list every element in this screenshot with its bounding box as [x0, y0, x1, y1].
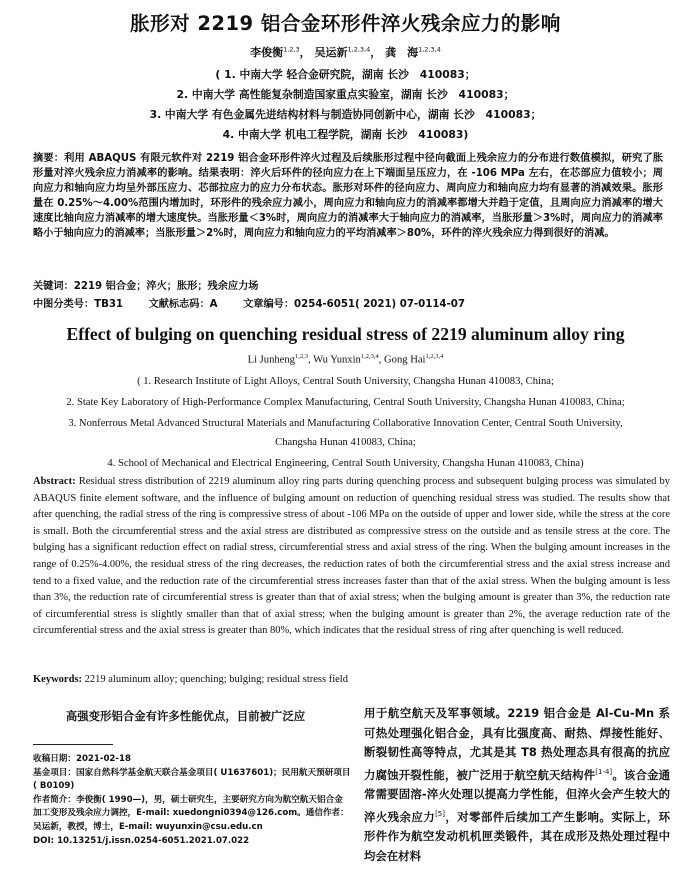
author-affil-sup: 1,2,3,4	[347, 45, 371, 54]
author-separator: ,	[307, 354, 314, 366]
affiliation-en: Changsha Hunan 410083, China;	[275, 437, 416, 448]
keywords-text-en: 2219 aluminum alloy; quenching; bulging; residual stress field	[84, 674, 348, 685]
footnote-received-date: 收稿日期：2021-02-18	[33, 754, 131, 764]
affiliation-cn: ( 1. 中南大学 轻合金研究院，湖南 长沙 410083；	[215, 68, 476, 81]
keywords-label-cn: 关键词：	[33, 281, 74, 292]
keywords-label-en: Keywords:	[33, 674, 82, 685]
affiliation-cn: 2. 中南大学 高性能复杂制造国家重点实验室，湖南 长沙 410083；	[176, 88, 515, 101]
keywords-en	[33, 674, 348, 685]
citation-ref: [1-4]	[595, 767, 613, 776]
intro-paragraph-start: 高强变形铝合金有许多性能优点，目前被广泛应	[65, 709, 306, 723]
abstract-cn	[33, 151, 663, 242]
authors-en	[0, 353, 691, 366]
title-en: Effect of bulging on quenching residual stress of 2219 aluminum alloy ring	[66, 324, 625, 344]
affiliation-en: ( 1. Research Institute of Light Alloys, Central South University, Changsha Hunan 410083, China;	[137, 376, 554, 387]
article-number: 文章编号：0254-6051( 2021) 07-0114-07	[243, 299, 465, 310]
author-separator: ，	[370, 46, 382, 59]
abstract-label-en: Abstract:	[33, 476, 76, 487]
abstract-en	[33, 474, 670, 640]
affiliation-en: 3. Nonferrous Metal Advanced Structural Materials and Manufacturing Collaborative Innovation Center, Central South University,	[68, 418, 623, 429]
title-cn: 胀形对 2219 铝合金环形件淬火残余应力的影响	[130, 12, 561, 35]
abstract-text-en: Residual stress distribution of 2219 aluminum alloy ring parts during quenching process and subsequent bulging process was simulated by ABAQUS finite element software, and the influence of bulging amount on reduction of quenching residual stress was studied. The results show that after quenching, the radial stress of the ring is compressive stress of about -106 MPa on the outside of upper and lower side, while the stress at the core is small. Both the circumferential stress and the axial stress are distributed as compressive stress on the outside and as tensile stress at the core. The bulging has a significant reduction effect on radial stress, circumferential stress and axial stress of the ring. When the bulging amount increases in the range of 0.25%-4.00%, the residual stress of the ring decreases, the reduction rates of both the circumferential stress and the axial stress increase and tend to a fixed value, and the reduction rate of the circumferential stress increases faster than that of the axial stress. When the bulging amount is less than 3%, the reduction rate of circumferential stress is greater than that of axial stress; when the bulging amount is greater than 3%, the reduction rate of circumferential stress is slightly smaller than that of axial stress; when the bulging amount is greater than 2%, the average reduction rate of the circumferential stress and the axial stress is greater than 80%, which indicates that the residual stress of ring after quenching is well reduced.	[33, 476, 670, 637]
affiliation-cn: 4. 中南大学 机电工程学院，湖南 长沙 410083)	[222, 128, 469, 141]
body-text: 用于航空航天及军事领域。2219 铝合金是 Al-Cu-Mn 系可热处理强化铝合金，具有比强度高、耐热、焊接性能好、断裂韧性高等特点，尤其是其 T8 热处理态具有很高的抗应力腐蚀开裂性能，被广泛用于航空航天结构件	[364, 706, 670, 782]
citation-ref: [5]	[435, 809, 445, 818]
body-text: ，对零部件后续加工产生影响。实际上，环形件作为航空发动机机匣类锻件，其在成形及热处理过程中均会在材料	[364, 809, 670, 863]
body-text-right-column	[364, 704, 670, 866]
author-name: 吴运新	[314, 46, 348, 59]
classification-number: 中图分类号：TB31	[33, 299, 124, 310]
abstract-label-cn: 摘要：	[33, 153, 65, 164]
keywords-text-cn: 2219 铝合金；淬火；胀形；残余应力场	[73, 281, 259, 292]
author-name: Li Junheng	[247, 354, 295, 366]
author-affil-sup: 1,2,3	[294, 353, 308, 360]
footnote-author-info: 作者简介：李俊衡( 1990—)，男，硕士研究生，主要研究方向为航空航天铝合金加工变形及残余应力调控，E-mail: xuedongni0394@126.com。通信作者：吴运新，教授，博士，E-mail: wuyunxin@csu.edu.cn	[33, 794, 349, 832]
author-separator: ，	[299, 46, 311, 59]
author-affil-sup: 1,2,3,4	[360, 353, 379, 360]
affiliation-en: 4. School of Mechanical and Electrical Engineering, Central South University, Changsha Hunan 410083, China)	[107, 458, 584, 469]
document-code: 文献标志码：A	[148, 299, 218, 310]
body-text: 。该合金通常需要固溶-淬火处理以提高力学性能，但淬火会产生较大的淬火残余应力	[364, 767, 670, 824]
affiliation-en: 2. State Key Laboratory of High-Performance Complex Manufacturing, Central South University, Changsha Hunan 410083, China;	[66, 397, 625, 408]
author-separator: ,	[378, 354, 384, 366]
footnote-doi: DOI: 10.13251/j.issn.0254-6051.2021.07.022	[33, 835, 250, 846]
footnote-funding: 基金项目：国家自然科学基金航天联合基金项目( U1637601)；民用航天预研项目( B0109)	[33, 767, 351, 792]
footnotes	[33, 753, 351, 848]
author-name: Gong Hai	[384, 354, 426, 366]
authors-cn	[0, 44, 691, 60]
author-name: 李俊衡	[250, 46, 284, 59]
affiliation-cn: 3. 中南大学 有色金属先进结构材料与制造协同创新中心，湖南 长沙 410083；	[149, 108, 542, 121]
author-affil-sup: 1,2,3	[283, 45, 300, 54]
author-name: Wu Yunxin	[313, 354, 361, 366]
keywords-cn	[33, 277, 258, 292]
footnote-divider	[33, 744, 113, 745]
author-name: 龚 海	[385, 46, 419, 59]
author-affil-sup: 1,2,3,4	[425, 353, 444, 360]
article-meta-cn	[33, 295, 487, 310]
author-affil-sup: 1,2,3,4	[418, 45, 441, 54]
abstract-text-cn: 利用 ABAQUS 有限元软件对 2219 铝合金环形件淬火过程及后续胀形过程中径向截面上残余应力的分布进行数值模拟，研究了胀形量对淬火残余应力消减率的影响。结果表明：淬火后环件的径向应力在上下端面呈压应力，在 -106 MPa 左右，在芯部应力值较小；周向应力和轴向应力均呈外部压应力、芯部拉应力的应力分布状态。胀形对环件的径向应力、周向应力和轴向应力均有显著的消减效果。胀形量在 0.25%～4.00%范围内增加时，环形件的残余应力减小，周向应力和轴向应力的消减率都增大并趋于定值，且周向应力消减率的增大速度比轴向应力消减率的增大速度快。当胀形量＜3%时，周向应力的消减率大于轴向应力的消减率，当胀形量＞3%时，周向应力的消减率略小于轴向应力的消减率；当胀形量＞2%时，周向应力和轴向应力的平均消减率＞80%，环件的淬火残余应力得到很好的消减。	[33, 153, 664, 240]
